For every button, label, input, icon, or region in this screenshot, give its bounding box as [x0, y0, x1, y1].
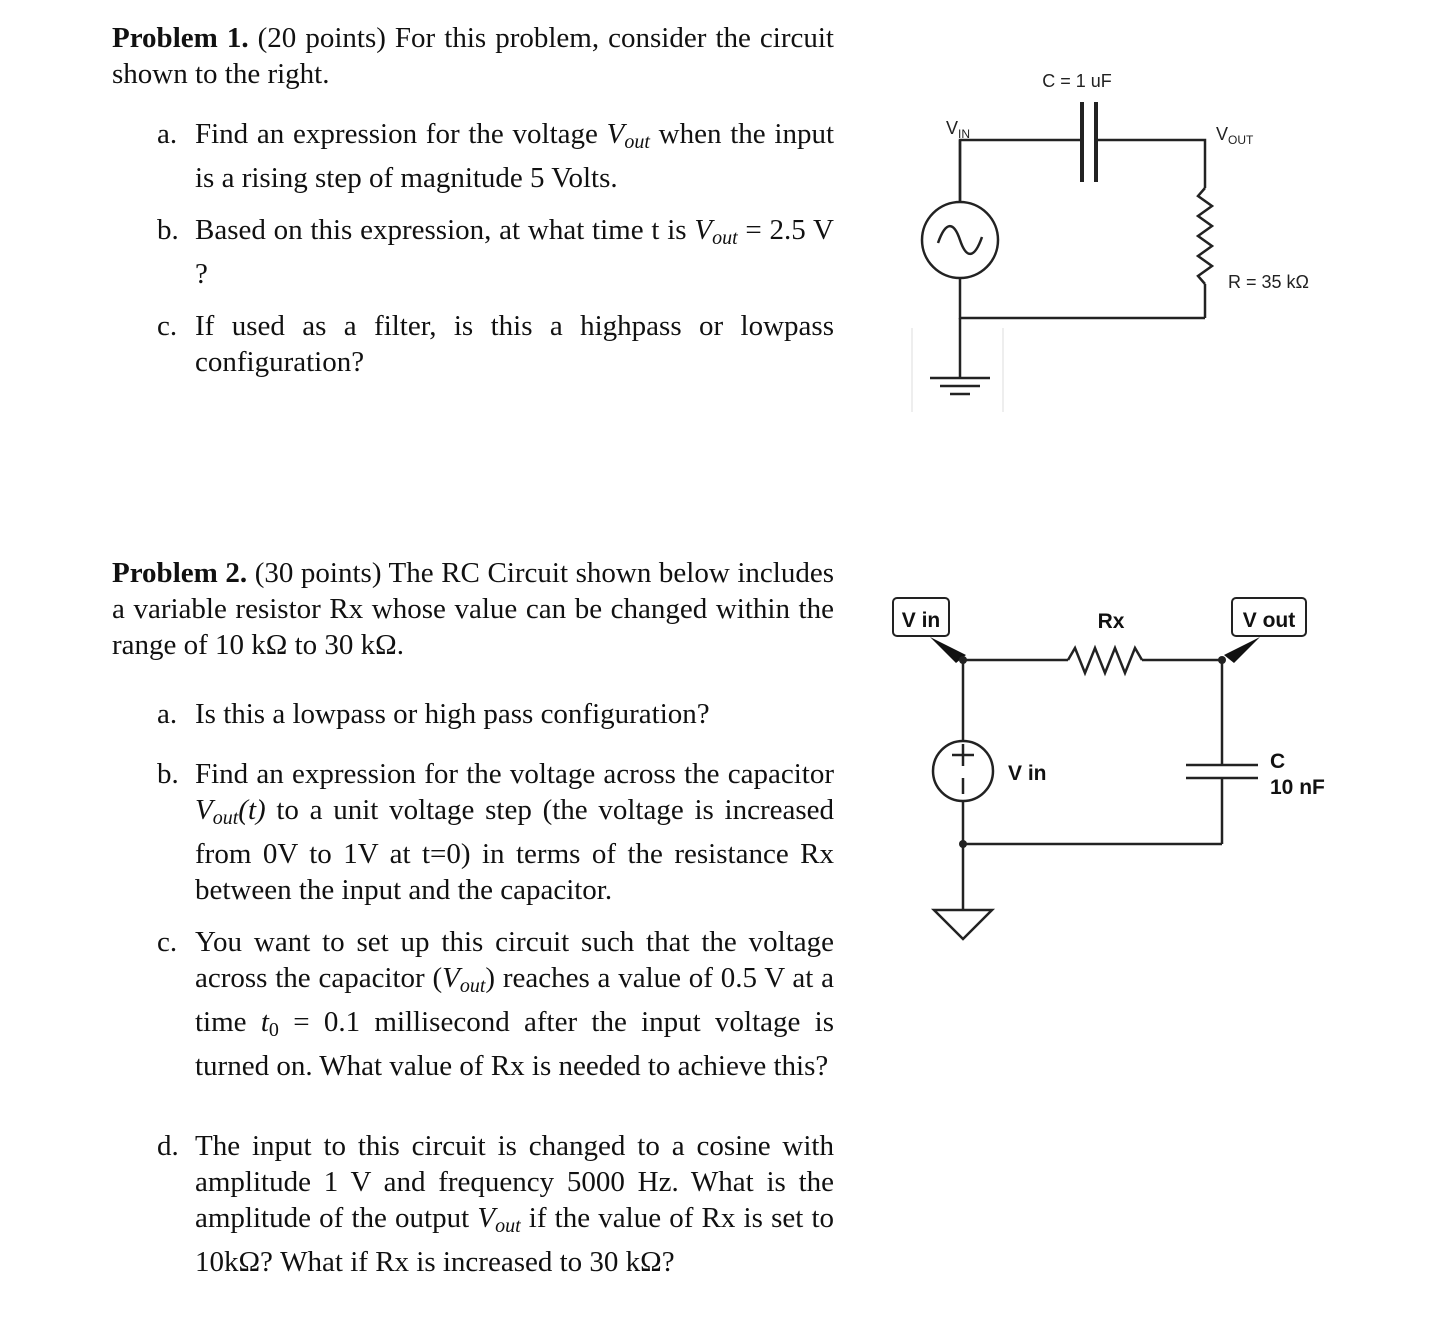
- part-text: ) reaches a value of 0.5 V at a time: [195, 962, 834, 1038]
- part-text: = 0.1 millisecond after the input voltage is turned on. What value of Rx is needed to achieve this?: [195, 1006, 835, 1082]
- part-label: a.: [157, 118, 178, 150]
- part-text: if the value of Rx is set to 10kΩ? What if Rx is increased to 30 kΩ?: [195, 1202, 835, 1278]
- part-text: If used as a filter, is this a highpass or lowpass configuration?: [195, 310, 834, 378]
- part-text: Find an expression for the voltage: [195, 118, 607, 150]
- problem1-circuit: [900, 60, 1320, 420]
- problem2-intro: [112, 555, 834, 663]
- part-text: The input to this circuit is changed to a cosine with amplitude 1 V and frequency 5000 Hz. What is the amplitude of the output: [195, 1130, 834, 1234]
- vout-label: $V_{OUT}$: [1216, 124, 1254, 147]
- vout-symbol: V: [606, 118, 625, 150]
- part-text: Is this a lowpass or high pass configuration?: [195, 698, 710, 730]
- part-text: when the input is a rising step of magnitude 5 Volts.: [195, 118, 835, 194]
- vout-symbol: V: [442, 962, 460, 994]
- wire: [960, 278, 1205, 318]
- vout-subscript: out: [459, 975, 486, 997]
- rx-label: Rx: [1097, 610, 1125, 633]
- vout-pointer-icon: [1224, 637, 1260, 663]
- vin-box-label: V in: [901, 609, 941, 632]
- vout-symbol: V: [195, 794, 213, 826]
- vin-label: $V_{IN}$: [946, 118, 971, 141]
- vout-symbol: V: [477, 1202, 496, 1234]
- problem1-title: Problem 1.: [112, 22, 249, 54]
- source-label: V in: [1008, 762, 1047, 785]
- problem2-title: Problem 2.: [112, 557, 248, 589]
- problem2-intro-text: (30 points) The RC Circuit shown below includes a variable resistor Rx whose value can be changed within the range of 10 kΩ to 30 kΩ.: [112, 557, 834, 661]
- ground-icon: [934, 910, 992, 939]
- part-label: d.: [157, 1130, 179, 1162]
- problem1-intro-text: (20 points) For this problem, consider the circuit shown to the right.: [112, 22, 834, 90]
- part-text: Based on this expression, at what time t is: [195, 214, 695, 246]
- vout-subscript: out: [212, 807, 239, 829]
- resistor-rx: [1068, 648, 1142, 673]
- vout-box-label: V out: [1242, 609, 1296, 632]
- vout-symbol: V: [694, 214, 713, 246]
- vout-subscript: out: [712, 227, 738, 249]
- vout-subscript: out: [624, 131, 650, 153]
- wire: [1098, 140, 1205, 188]
- part-text: Find an expression for the voltage across the capacitor: [195, 758, 834, 790]
- part-label: b.: [157, 214, 179, 246]
- part-label: c.: [157, 926, 178, 958]
- t0-subscript: 0: [268, 1019, 279, 1041]
- part-label: b.: [157, 758, 179, 790]
- part-label: c.: [157, 310, 178, 342]
- vout-subscript: out: [495, 1215, 521, 1237]
- problem1-intro: [112, 20, 834, 92]
- capacitor-label: C = 1 uF: [1042, 71, 1112, 91]
- t0-symbol: t: [260, 1006, 269, 1038]
- part-text: You want to set up this circuit such that the voltage across the capacitor (: [195, 926, 834, 994]
- problem2-circuit: [880, 585, 1350, 955]
- capacitor-label: C: [1270, 750, 1286, 773]
- resistor: [1198, 188, 1212, 284]
- time-argument: (t): [238, 794, 266, 826]
- capacitor-value: 10 nF: [1270, 776, 1325, 799]
- part-text: = 2.5 V ?: [195, 214, 834, 290]
- resistor-label: R = 35 kΩ: [1228, 272, 1309, 292]
- part-label: a.: [157, 698, 178, 730]
- part-text: to a unit voltage step (the voltage is increased from 0V to 1V at t=0) in terms of the resistance Rx between the input and the capacitor.: [195, 794, 834, 906]
